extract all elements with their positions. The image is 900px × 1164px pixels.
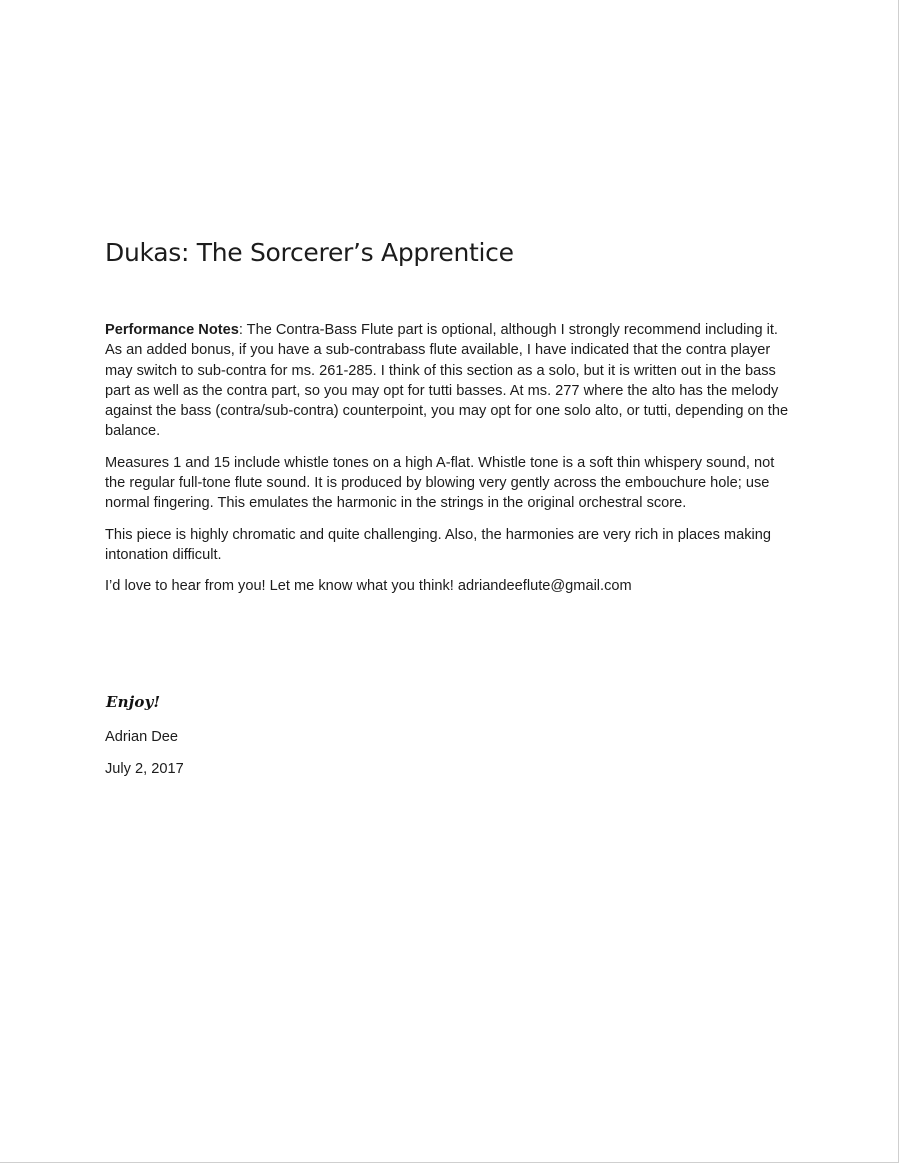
chromatic-paragraph: This piece is highly chromatic and quite challenging. Also, the harmonies are very rich in places making intonation difficult. <box>105 526 771 563</box>
author-name: Adrian Dee <box>105 729 179 745</box>
contact-paragraph: I’d love to hear from you! Let me know what you think! adriandeeflute@gmail.com <box>105 578 632 595</box>
whistle-tones-paragraph: Measures 1 and 15 include whistle tones on a high A-flat. Whistle tone is a soft thin whispery sound, not the regular full-tone flute sound. It is produced by blowing very gently across the embouchure hole; use normal fingering. This emulates the harmonic in the strings in the original orchestral score. <box>105 454 775 512</box>
performance-notes-text: : The Contra-Bass Flute part is optional, although I strongly recommend including it. As an added bonus, if you have a sub-contrabass flute available, I have indicated that the contra player may switch to sub-contra for ms. 261-285. I think of this section as a solo, but it is written out in the bass part as well as the contra part, so you may opt for tutti basses. At ms. 277 where the alto has the melody against the bass (contra/sub-contra) counterpoint, you may opt for one solo alto, or tutti, depending on the balance. <box>105 322 789 440</box>
closing-enjoy: Enjoy! <box>106 693 161 711</box>
performance-notes-paragraph <box>105 320 795 442</box>
document-body <box>105 320 795 608</box>
document-title: Dukas: The Sorcerer’s Apprentice <box>105 238 514 267</box>
performance-notes-label: Performance Notes <box>105 322 239 338</box>
document-date: July 2, 2017 <box>105 761 184 777</box>
